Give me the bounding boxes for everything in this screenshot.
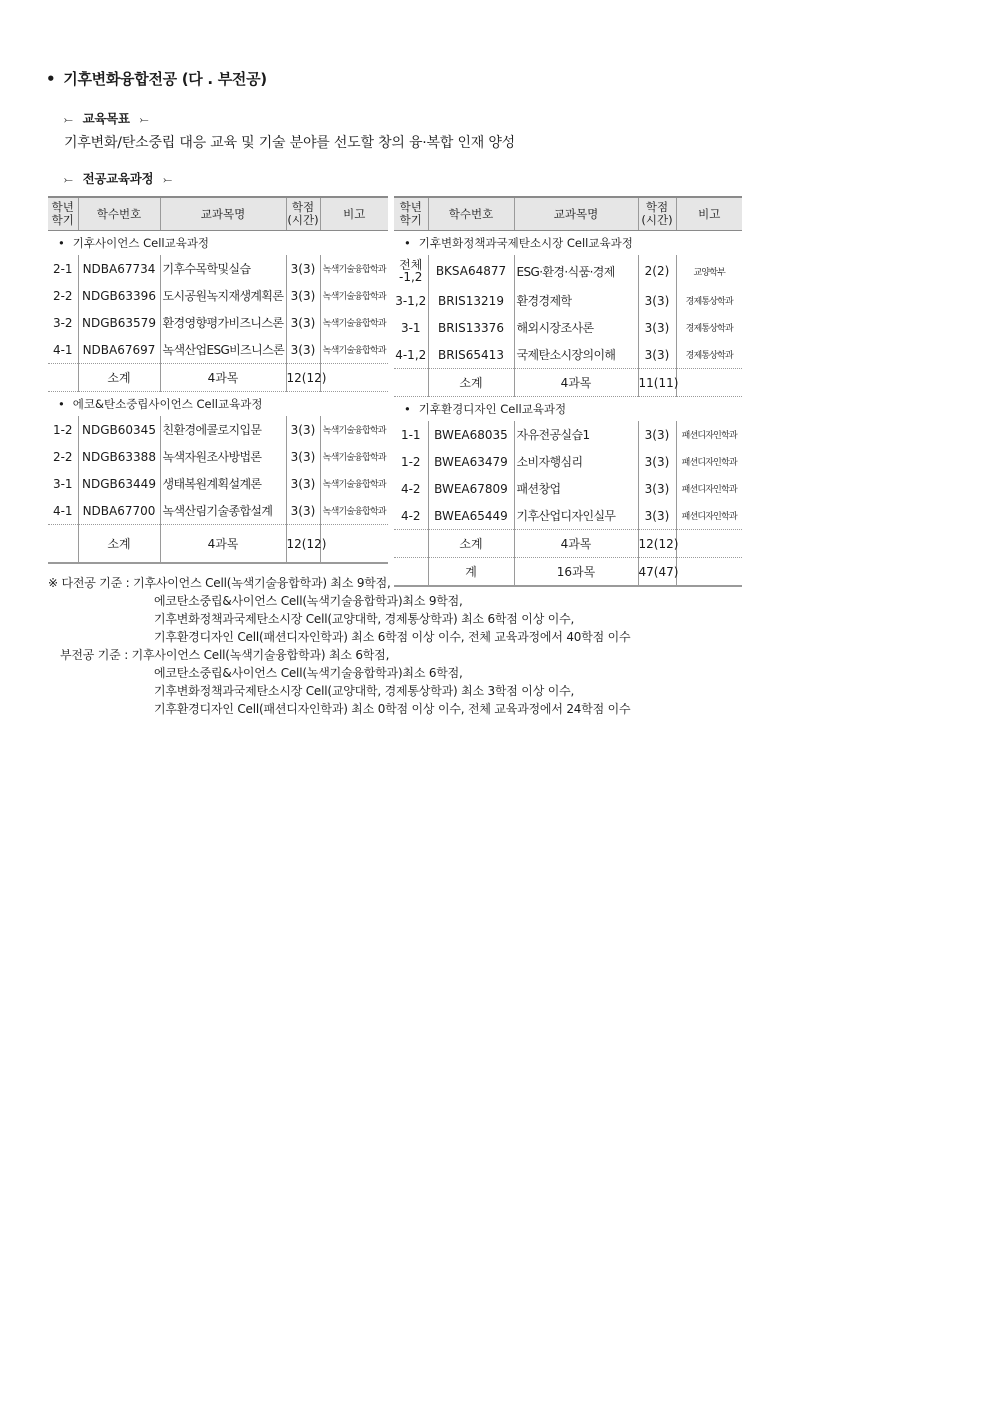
header-name: 교과목명 xyxy=(514,197,638,231)
table-row: 4-1,2 BRIS65413 국제탄소시장의이해 3(3) 경제통상학과 xyxy=(394,341,742,369)
minor-line: 에코탄소중립&사이언스 Cell(녹색기술융합학과)최소 6학점, xyxy=(154,666,463,680)
section-title-row: • 기후사이언스 Cell교육과정 xyxy=(58,236,210,250)
heading-left-mark-icon: ⤚ xyxy=(64,113,73,126)
subtotal-row: 소계 4과목 12(12) xyxy=(48,525,388,564)
header-name: 교과목명 xyxy=(160,197,286,231)
minor-line: 부전공 기준 : 기후사이언스 Cell(녹색기술융합학과) 최소 6학점, xyxy=(60,648,390,662)
right-curriculum-table xyxy=(394,196,742,587)
table-row: 4-2 BWEA67809 패션창업 3(3) 패션디자인학과 xyxy=(394,475,742,502)
multi-major-line: ※ 다전공 기준 : 기후사이언스 Cell(녹색기술융합학과) 최소 9학점, xyxy=(48,576,391,590)
goal-text: 기후변화/탄소중립 대응 교육 및 기술 분야를 선도할 창의 융·복합 인재 양성 xyxy=(64,135,515,151)
table-row: 3-1 NDGB63449 생태복원계획설계론 3(3) 녹색기술융합학과 xyxy=(48,470,388,497)
heading-right-mark-icon: ⤚ xyxy=(139,113,149,126)
criteria-notes xyxy=(48,574,630,718)
table-header-row xyxy=(394,197,742,231)
table-row: 3-1,2 BRIS13219 환경경제학 3(3) 경제통상학과 xyxy=(394,287,742,314)
section-title-row: • 기후환경디자인 Cell교육과정 xyxy=(394,397,742,422)
header-credit: 학점 (시간) xyxy=(286,197,320,231)
bullet-icon: • xyxy=(46,70,56,88)
header-credit: 학점 (시간) xyxy=(638,197,676,231)
header-term: 학년 학기 xyxy=(48,197,78,231)
table-row: 3-1 BRIS13376 해외시장조사론 3(3) 경제통상학과 xyxy=(394,314,742,341)
subtotal-row: 소계 4과목 11(11) xyxy=(394,369,742,397)
header-code: 학수번호 xyxy=(428,197,514,231)
table-row: 2-2 NDGB63396 도시공원녹지재생계획론 3(3) 녹색기술융합학과 xyxy=(48,282,388,309)
multi-major-line: 에코탄소중립&사이언스 Cell(녹색기술융합학과)최소 9학점, xyxy=(154,594,463,608)
header-code: 학수번호 xyxy=(78,197,160,231)
header-term: 학년 학기 xyxy=(394,197,428,231)
table-row: 4-2 BWEA65449 기후산업디자인실무 3(3) 패션디자인학과 xyxy=(394,502,742,530)
total-row: 계 16과목 47(47) xyxy=(394,558,742,587)
header-remark: 비고 xyxy=(320,197,388,231)
table-row: 전체 -1,2 BKSA64877 ESG·환경·식품·경제 2(2) 교양학부 xyxy=(394,255,742,287)
section-title-row: • 에코&탄소중립사이언스 Cell교육과정 xyxy=(48,392,388,417)
bullet-icon: • xyxy=(58,236,65,250)
minor-line: 기후변화정책과국제탄소시장 Cell(교양대학, 경제통상학과) 최소 3학점 이상 이수, xyxy=(154,684,575,698)
subtotal-row: 소계 4과목 12(12) xyxy=(394,530,742,558)
curriculum-heading: ⤚ 전공교육과정 ⤚ xyxy=(64,171,172,186)
bullet-icon: • xyxy=(58,397,65,411)
table-row: 1-2 BWEA63479 소비자행심리 3(3) 패션디자인학과 xyxy=(394,448,742,475)
page-title: • 기후변화융합전공 (다 . 부전공) xyxy=(46,70,267,88)
table-row: 2-2 NDGB63388 녹색자원조사방법론 3(3) 녹색기술융합학과 xyxy=(48,443,388,470)
multi-major-line: 기후환경디자인 Cell(패션디자인학과) 최소 6학점 이상 이수, 전체 교육과정에서 40학점 이수 xyxy=(154,630,631,644)
bullet-icon: • xyxy=(404,236,411,250)
heading-right-mark-icon: ⤚ xyxy=(163,173,172,186)
table-row: 3-2 NDGB63579 환경영향평가비즈니스론 3(3) 녹색기술융합학과 xyxy=(48,309,388,336)
table-header-row xyxy=(48,197,388,231)
bullet-icon: • xyxy=(404,402,411,416)
table-row: 2-1 NDBA67734 기후수목학및실습 3(3) 녹색기술융합학과 xyxy=(48,255,388,282)
heading-left-mark-icon: ⤚ xyxy=(64,173,73,186)
table-row: 4-1 NDBA67697 녹색산업ESG비즈니스론 3(3) 녹색기술융합학과 xyxy=(48,336,388,364)
table-row: 1-1 BWEA68035 자유전공실습1 3(3) 패션디자인학과 xyxy=(394,421,742,448)
section-title-row: • 기후변화정책과국제탄소시장 Cell교육과정 xyxy=(404,236,633,250)
left-curriculum-table xyxy=(48,196,388,564)
minor-line: 기후환경디자인 Cell(패션디자인학과) 최소 0학점 이상 이수, 전체 교육과정에서 24학점 이수 xyxy=(154,702,631,716)
multi-major-line: 기후변화정책과국제탄소시장 Cell(교양대학, 경제통상학과) 최소 6학점 이상 이수, xyxy=(154,612,575,626)
goal-heading: ⤚ 교육목표 ⤚ xyxy=(64,111,149,126)
table-row: 4-1 NDBA67700 녹색산림기술종합설계 3(3) 녹색기술융합학과 xyxy=(48,497,388,525)
subtotal-row: 소계 4과목 12(12) xyxy=(48,364,388,392)
header-remark: 비고 xyxy=(676,197,742,231)
table-row: 1-2 NDGB60345 친환경에콜로지입문 3(3) 녹색기술융합학과 xyxy=(48,416,388,443)
